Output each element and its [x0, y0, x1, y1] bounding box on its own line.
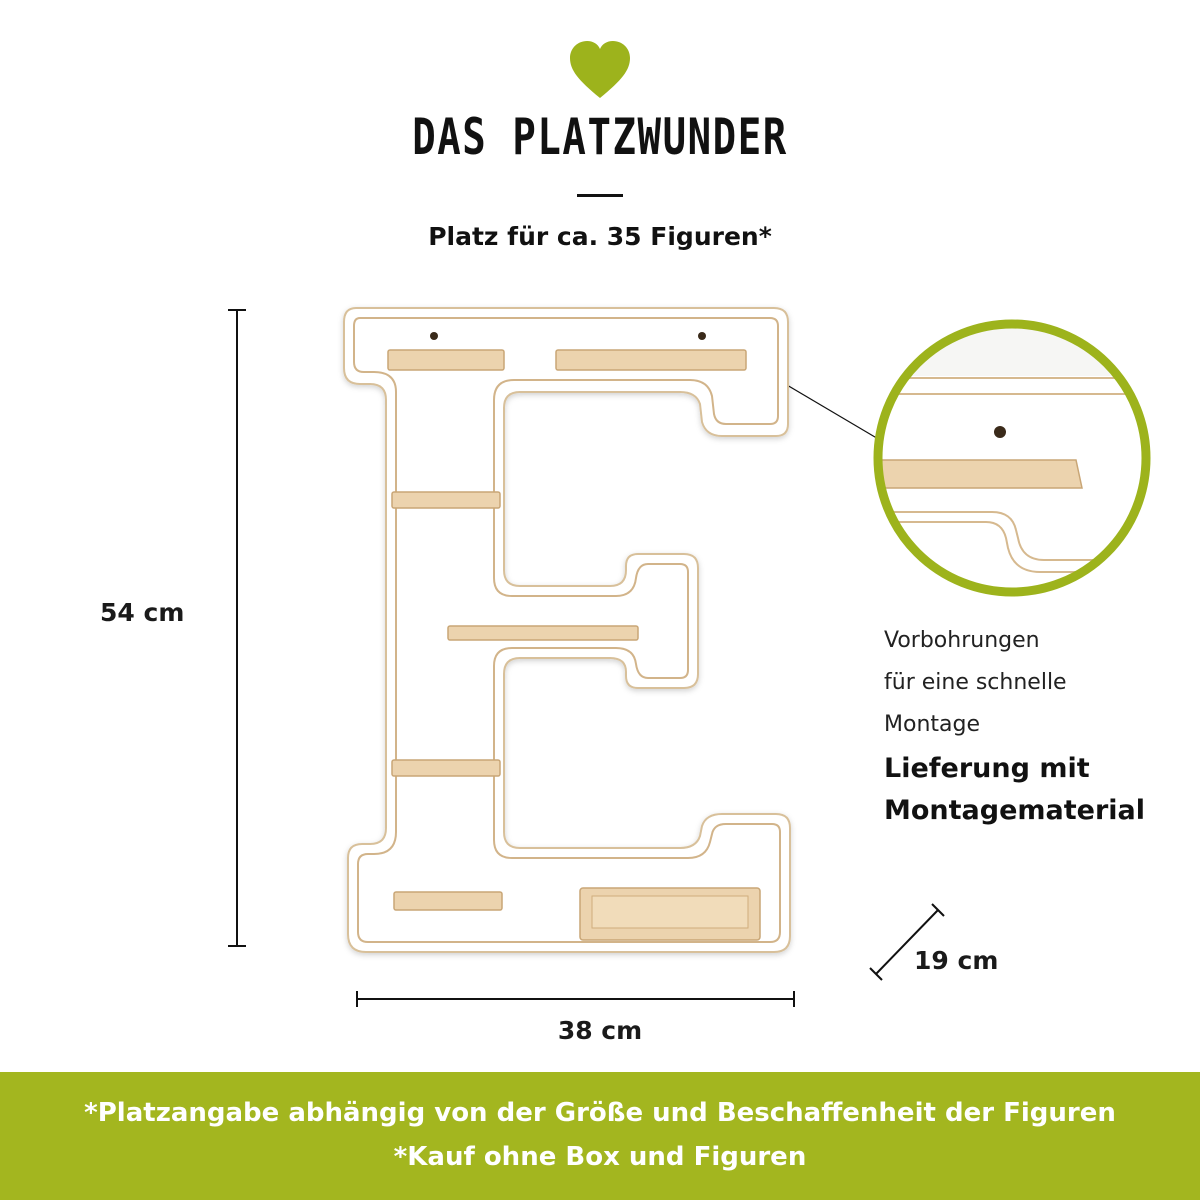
height-label: 54 cm — [100, 598, 185, 627]
note-line: Montage — [884, 712, 980, 737]
page-subtitle: Platz für ca. 35 Figuren* — [428, 222, 772, 251]
shelf-illustration — [330, 296, 810, 966]
note-line: Vorbohrungen — [884, 628, 1040, 653]
width-label: 38 cm — [557, 1016, 643, 1045]
predrilled-holes-note — [884, 620, 1067, 746]
depth-label: 19 cm — [914, 946, 999, 975]
footer-banner — [0, 1072, 1200, 1200]
delivery-note — [884, 748, 1145, 832]
note-line: Lieferung mit — [884, 753, 1090, 784]
zoom-detail-circle — [870, 316, 1154, 600]
footer-disclaimer-contents: *Kauf ohne Box und Figuren — [393, 1142, 807, 1172]
page-title: DAS PLATZWUNDER — [412, 108, 788, 166]
note-line: für eine schnelle — [884, 670, 1067, 695]
note-line: Montagematerial — [884, 795, 1146, 826]
footer-disclaimer-size: *Platzangabe abhängig von der Größe und Beschaffenheit der Figuren — [84, 1098, 1116, 1128]
